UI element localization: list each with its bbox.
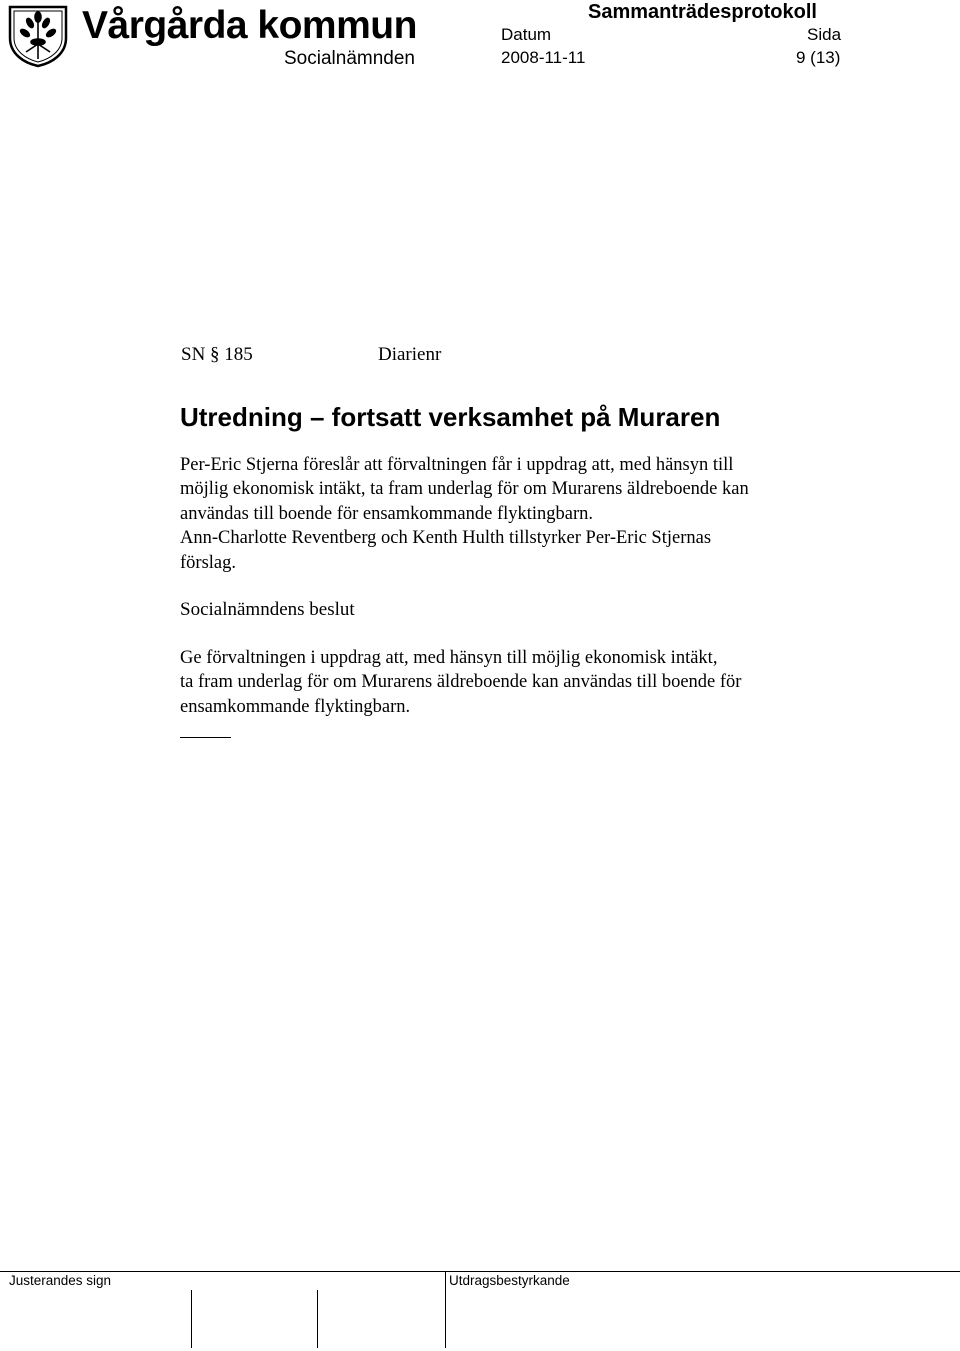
paragraph-line: Ge förvaltningen i uppdrag att, med hänsyn till möjlig ekonomisk intäkt, xyxy=(180,648,718,668)
section-end-rule xyxy=(180,737,231,738)
signature-box-divider xyxy=(317,1290,318,1348)
document-type: Sammanträdesprotokoll xyxy=(588,1,817,23)
page-label: Sida xyxy=(807,25,842,44)
paragraph-line: ta fram underlag för om Murarens äldreboende kan användas till boende för xyxy=(180,672,742,693)
paragraph-line: Per-Eric Stjerna föreslår att förvaltningen får i uppdrag att, med hänsyn till xyxy=(180,455,734,475)
page-number: 9 (13) xyxy=(796,48,841,67)
signature-label: Justerandes sign xyxy=(9,1273,112,1288)
paragraph-line: användas till boende för ensamkommande flyktingbarn. xyxy=(180,503,594,524)
municipal-coat-of-arms-icon xyxy=(6,4,70,68)
diary-number-label: Diarienr xyxy=(378,344,442,365)
decision-heading: Socialnämndens beslut xyxy=(180,599,355,620)
date-label: Datum xyxy=(501,25,552,44)
extract-certification-label: Utdragsbestyrkande xyxy=(449,1273,570,1288)
footer-column-divider xyxy=(445,1271,446,1348)
date-value: 2008-11-11 xyxy=(501,48,586,67)
paragraph-line: möjlig ekonomisk intäkt, ta fram underlag för om Murarens äldreboende kan xyxy=(180,479,749,500)
paragraph-line: ensamkommande flyktingbarn. xyxy=(180,696,411,717)
paragraph-line: Ann-Charlotte Reventberg och Kenth Hulth tillstyrker Per-Eric Stjernas xyxy=(180,528,712,549)
organization-name: Vårgårda kommun xyxy=(82,4,417,47)
case-title: Utredning – fortsatt verksamhet på Muraren xyxy=(180,402,721,432)
department-name: Socialnämnden xyxy=(284,48,415,69)
signature-box-divider xyxy=(191,1290,192,1348)
proposal-paragraph xyxy=(180,453,749,575)
case-number: SN § 185 xyxy=(181,344,253,365)
footer-divider xyxy=(0,1271,960,1272)
decision-paragraph xyxy=(180,646,741,719)
paragraph-line: förslag. xyxy=(180,552,236,573)
